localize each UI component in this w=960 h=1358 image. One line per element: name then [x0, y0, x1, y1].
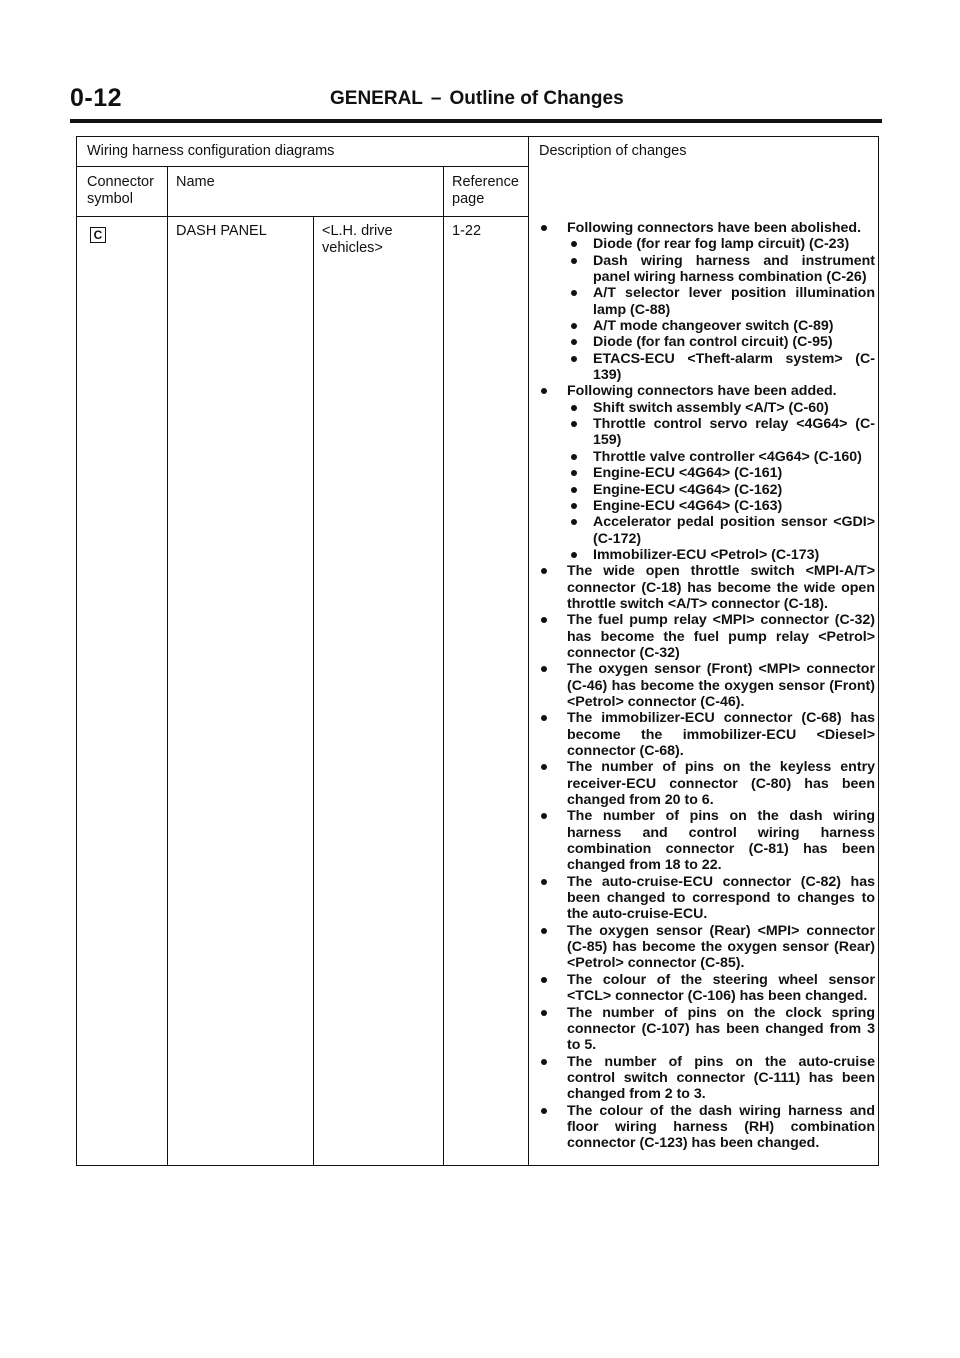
change-item: [541, 923, 875, 972]
change-item: [541, 759, 875, 808]
bullet-icon: [571, 454, 577, 460]
change-item: [541, 383, 875, 563]
change-subtext: Diode (for fan control circuit) (C-95): [593, 334, 833, 351]
bullet-icon: [541, 715, 547, 721]
bullet-icon: [571, 487, 577, 493]
change-text: The wide open throttle switch <MPI-A/T> connector (C-18) has become the wide open throttle switch <A/T> connector (C-18).: [567, 563, 875, 612]
change-subitem: [567, 482, 875, 498]
bullet-icon: [541, 225, 547, 231]
change-text: The fuel pump relay <MPI> connector (C-32) has become the fuel pump relay <Petrol> connector (C-32): [567, 612, 875, 661]
change-text: Following connectors have been abolished.: [567, 220, 862, 236]
change-subitem: [567, 400, 875, 416]
change-subtext: A/T selector lever position illumination lamp (C-88): [593, 285, 875, 318]
page-title: [330, 88, 624, 110]
change-subitem: [567, 449, 875, 465]
change-subtext: Throttle control servo relay <4G64> (C-159): [593, 416, 875, 449]
change-item: [541, 874, 875, 923]
change-text: The number of pins on the keyless entry receiver-ECU connector (C-80) has been changed from 20 to 6.: [567, 759, 875, 809]
section-title: GENERAL: [330, 88, 423, 109]
change-subitem: [567, 318, 875, 334]
change-subtext: Throttle valve controller <4G64> (C-160): [593, 448, 862, 465]
bullet-icon: [541, 1108, 547, 1114]
change-text: The number of pins on the clock spring connector (C-107) has been changed from 3 to 5.: [567, 1004, 875, 1054]
bullet-icon: [571, 323, 577, 329]
bullet-icon: [571, 552, 577, 558]
change-text: The immobilizer-ECU connector (C-68) has become the immobilizer-ECU <Diesel> connector (C-68).: [567, 710, 875, 759]
connector-symbol-c: [90, 227, 106, 243]
change-text: The colour of the dash wiring harness and floor wiring harness (RH) combination connector (C-123) has been changed.: [567, 1102, 875, 1152]
bullet-icon: [541, 1010, 547, 1016]
changes-list: [541, 220, 875, 1152]
bullet-icon: [571, 258, 577, 264]
col-divider-connector: [167, 166, 168, 1165]
change-item: [541, 1103, 875, 1152]
change-subtext: Shift switch assembly <A/T> (C-60): [593, 399, 829, 416]
change-subtext: A/T mode changeover switch (C-89): [593, 318, 834, 335]
bullet-icon: [541, 388, 547, 394]
change-subitem: [567, 285, 875, 318]
section-subtitle: Outline of Changes: [449, 88, 624, 109]
change-item: [541, 661, 875, 710]
change-subtext: Diode (for rear fog lamp circuit) (C-23): [593, 236, 850, 253]
description-header: Description of changes: [539, 143, 687, 159]
changes-table: [76, 136, 879, 1166]
bullet-icon: [571, 470, 577, 476]
bullet-icon: [541, 764, 547, 770]
change-subitem: [567, 498, 875, 514]
connector-symbol-header: Connector symbol: [87, 174, 154, 207]
reference-page: 1-22: [452, 223, 482, 239]
bullet-icon: [571, 339, 577, 345]
header-divider-1: [77, 166, 528, 167]
bullet-icon: [541, 617, 547, 623]
change-subitem: [567, 351, 875, 384]
bullet-icon: [571, 241, 577, 247]
change-item: [541, 710, 875, 759]
bullet-icon: [571, 503, 577, 509]
bullet-icon: [541, 928, 547, 934]
change-item: [541, 808, 875, 873]
change-text: The number of pins on the dash wiring harness and control wiring harness combination connector (C-81) has been changed from 18 to 22.: [567, 808, 875, 874]
bullet-icon: [541, 1059, 547, 1065]
change-item: [541, 972, 875, 1005]
change-subtext: Engine-ECU <4G64> (C-163): [593, 497, 783, 514]
change-text: The auto-cruise-ECU connector (C-82) has been changed to correspond to changes to the auto-cruise-ECU.: [567, 873, 875, 923]
header-rule: [70, 119, 882, 123]
bullet-icon: [541, 666, 547, 672]
change-item: [541, 220, 875, 383]
bullet-icon: [571, 356, 577, 362]
name-header: Name: [176, 174, 215, 190]
change-subtext: ETACS-ECU <Theft-alarm system> (C-139): [593, 350, 875, 384]
bullet-icon: [541, 977, 547, 983]
connector-symbol-letter: C: [93, 228, 103, 242]
bullet-icon: [571, 519, 577, 525]
col-divider-description: [528, 137, 529, 1165]
change-sublist: [567, 236, 875, 383]
change-text: The oxygen sensor (Front) <MPI> connector (C-46) has become the oxygen sensor (Front) <Petrol> connector (C-46).: [567, 661, 875, 710]
harness-name: DASH PANEL: [176, 223, 267, 239]
change-item: [541, 1054, 875, 1103]
change-subtext: Engine-ECU <4G64> (C-161): [593, 465, 783, 482]
bullet-icon: [571, 290, 577, 296]
col-divider-reference: [443, 166, 444, 1165]
change-subitem: [567, 253, 875, 286]
bullet-icon: [571, 421, 577, 427]
change-subtext: Engine-ECU <4G64> (C-162): [593, 481, 783, 498]
col-divider-vehicle: [313, 216, 314, 1165]
group-header: Wiring harness configuration diagrams: [87, 143, 335, 159]
bullet-icon: [571, 405, 577, 411]
change-subtext: Dash wiring harness and instrument panel wiring harness combination (C-26): [593, 252, 875, 286]
description-of-changes: [541, 220, 875, 1152]
change-subitem: [567, 416, 875, 449]
change-subitem: [567, 236, 875, 252]
change-subitem: [567, 514, 875, 547]
change-item: [541, 1005, 875, 1054]
change-subtext: Accelerator pedal position sensor <GDI> (C-172): [593, 514, 875, 547]
change-subtext: Immobilizer-ECU <Petrol> (C-173): [593, 546, 820, 563]
change-item: [541, 612, 875, 661]
change-subitem: [567, 465, 875, 481]
header-divider-2: [77, 216, 528, 217]
change-item: [541, 563, 875, 612]
change-subitem: [567, 547, 875, 563]
change-text: The oxygen sensor (Rear) <MPI> connector (C-85) has become the oxygen sensor (Rear) <Petrol> connector (C-85).: [567, 922, 875, 972]
bullet-icon: [541, 879, 547, 885]
reference-page-header: Reference page: [452, 174, 519, 207]
vehicle-condition: <L.H. drive vehicles>: [322, 223, 393, 256]
change-text: The colour of the steering wheel sensor <TCL> connector (C-106) has been changed.: [567, 971, 875, 1005]
change-sublist: [567, 400, 875, 563]
change-subitem: [567, 334, 875, 350]
title-separator: –: [430, 88, 442, 109]
bullet-icon: [541, 568, 547, 574]
bullet-icon: [541, 813, 547, 819]
change-text: The number of pins on the auto-cruise control switch connector (C-111) has been changed from 2 to 3.: [567, 1053, 875, 1103]
change-text: Following connectors have been added.: [567, 383, 837, 400]
page-number: 0-12: [70, 84, 123, 112]
